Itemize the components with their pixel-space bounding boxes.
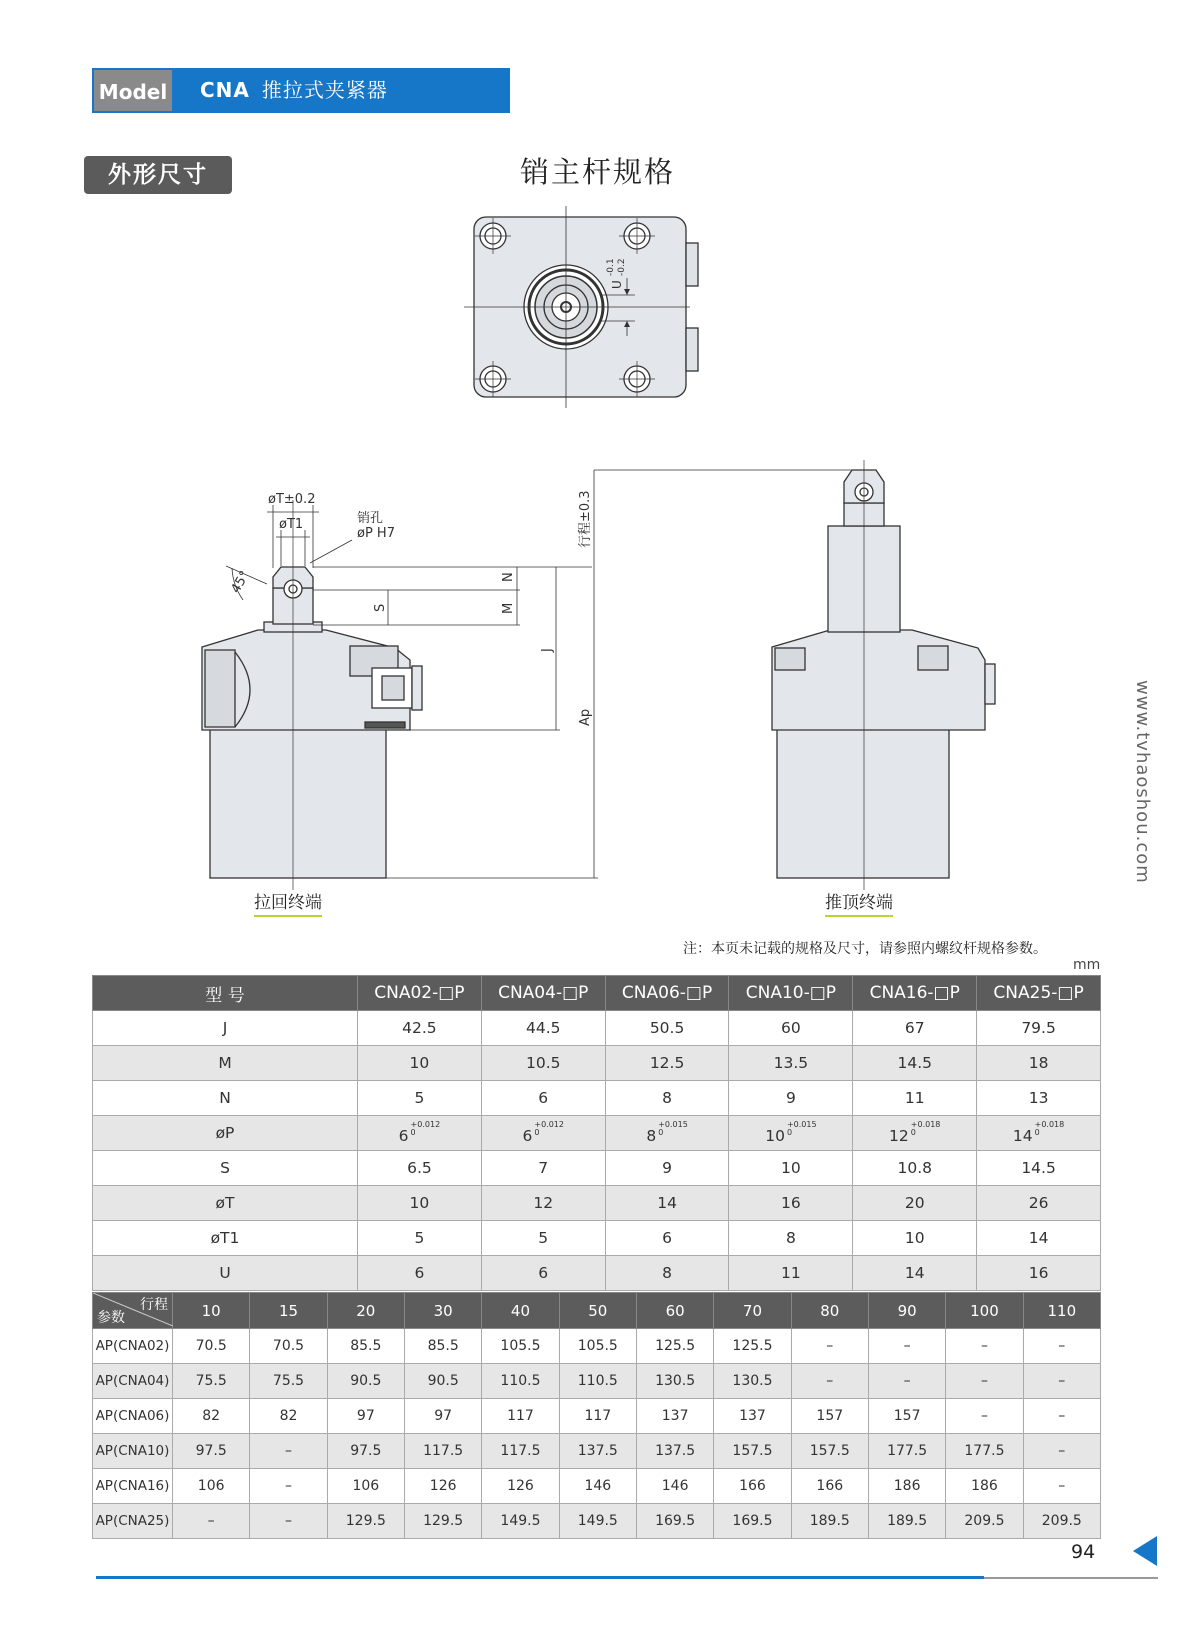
dim-u-tol-top: -0.1 <box>606 258 616 276</box>
stroke-cell: – <box>1023 1399 1100 1434</box>
stroke-cell: 169.5 <box>714 1504 791 1539</box>
stroke-cell: 97.5 <box>173 1434 250 1469</box>
stroke-row <box>93 1469 1101 1504</box>
spec-row <box>93 1221 1101 1256</box>
stroke-cell: 129.5 <box>404 1504 481 1539</box>
spec-value: 14 <box>904 1264 925 1282</box>
stroke-cell: – <box>1023 1434 1100 1469</box>
spec-value: 8 <box>646 1127 657 1145</box>
stroke-cell: – <box>868 1364 945 1399</box>
stroke-cell: 157.5 <box>791 1434 868 1469</box>
stroke-cell: – <box>1023 1469 1100 1504</box>
spec-cell <box>729 1081 853 1116</box>
spec-cell <box>853 1081 977 1116</box>
spec-cell <box>605 1151 729 1186</box>
stroke-cell: 90.5 <box>404 1364 481 1399</box>
stroke-cell: 125.5 <box>636 1329 713 1364</box>
stroke-cell: 75.5 <box>173 1364 250 1399</box>
spec-cell <box>977 1186 1101 1221</box>
stroke-body <box>93 1329 1101 1539</box>
spec-cell <box>481 1221 605 1256</box>
stroke-row <box>93 1399 1101 1434</box>
stroke-cell: 97 <box>404 1399 481 1434</box>
stroke-cell: 97.5 <box>327 1434 404 1469</box>
spec-value: 6 <box>538 1089 549 1107</box>
stroke-cell: 186 <box>946 1469 1023 1504</box>
spec-cell <box>358 1221 482 1256</box>
stroke-cell: 85.5 <box>327 1329 404 1364</box>
spec-value: 79.5 <box>1021 1019 1056 1037</box>
stroke-table <box>92 1292 1101 1539</box>
spec-value: 10 <box>765 1127 785 1145</box>
spec-cell <box>605 1081 729 1116</box>
spec-row <box>93 1116 1101 1151</box>
spec-row-label: øP <box>93 1116 358 1151</box>
tolerance-lower: 0 <box>910 1128 916 1137</box>
stroke-row <box>93 1504 1101 1539</box>
spec-cell <box>977 1221 1101 1256</box>
stroke-cell: 110.5 <box>482 1364 559 1399</box>
stroke-cell: 97 <box>327 1399 404 1434</box>
stroke-cell: 177.5 <box>946 1434 1023 1469</box>
spec-cell <box>358 1116 482 1151</box>
stroke-header: 10 <box>173 1293 250 1329</box>
page-number: 94 <box>1071 1541 1096 1563</box>
stroke-corner <box>93 1293 173 1329</box>
spec-body <box>93 1011 1101 1291</box>
spec-row-label: S <box>93 1151 358 1186</box>
stroke-row <box>93 1434 1101 1469</box>
spec-value: 14 <box>1028 1229 1049 1247</box>
dim-m-label: M <box>501 602 516 614</box>
tolerance <box>911 1121 941 1137</box>
stroke-cell: 105.5 <box>559 1329 636 1364</box>
spec-cell <box>729 1186 853 1221</box>
spec-value: 6 <box>662 1229 672 1247</box>
spec-cell <box>729 1151 853 1186</box>
stroke-cell: 137 <box>714 1399 791 1434</box>
model-header: CNA10-□P <box>729 976 853 1011</box>
stroke-cell: 137 <box>636 1399 713 1434</box>
spec-cell <box>853 1256 977 1291</box>
spec-value: 6.5 <box>407 1159 432 1177</box>
dim-u-label: U <box>610 280 624 289</box>
stroke-header: 15 <box>250 1293 327 1329</box>
tolerance-upper: +0.012 <box>410 1120 441 1129</box>
tolerance <box>787 1121 817 1137</box>
stroke-cell: 130.5 <box>636 1364 713 1399</box>
stroke-cell: – <box>946 1399 1023 1434</box>
spec-cell <box>853 1046 977 1081</box>
spec-cell <box>605 1046 729 1081</box>
tolerance <box>1035 1121 1065 1137</box>
spec-value: 60 <box>781 1019 801 1037</box>
caption-extended: 推顶终端 <box>825 888 893 917</box>
spec-cell <box>977 1046 1101 1081</box>
unit-label: mm <box>1073 957 1101 973</box>
section-tag: 外形尺寸 <box>84 156 232 194</box>
stroke-cell: – <box>946 1329 1023 1364</box>
spec-cell <box>358 1256 482 1291</box>
stroke-header: 50 <box>559 1293 636 1329</box>
spec-value: 6 <box>398 1127 409 1145</box>
product-name: 推拉式夹紧器 <box>261 78 388 102</box>
stroke-cell: 106 <box>173 1469 250 1504</box>
stroke-row-label: AP(CNA02) <box>93 1329 173 1364</box>
spec-row <box>93 1151 1101 1186</box>
stroke-row-label: AP(CNA25) <box>93 1504 173 1539</box>
spec-cell <box>481 1116 605 1151</box>
stroke-cell: 126 <box>404 1469 481 1504</box>
tolerance-lower: 0 <box>1034 1128 1040 1137</box>
spec-row <box>93 1046 1101 1081</box>
spec-value: 6 <box>522 1127 533 1145</box>
stroke-row <box>93 1364 1101 1399</box>
footer-rule <box>96 1576 984 1579</box>
stroke-cell: 189.5 <box>868 1504 945 1539</box>
tolerance-lower: 0 <box>658 1128 664 1137</box>
spec-value: 13 <box>1028 1089 1049 1107</box>
spec-row-label: N <box>93 1081 358 1116</box>
spec-cell <box>853 1151 977 1186</box>
figure-title: 销主杆规格 <box>520 155 676 189</box>
spec-row-label: øT1 <box>93 1221 358 1256</box>
stroke-cell: – <box>791 1364 868 1399</box>
spec-value: 42.5 <box>402 1019 437 1037</box>
stroke-row-label: AP(CNA10) <box>93 1434 173 1469</box>
stroke-cell: 85.5 <box>404 1329 481 1364</box>
spec-value: 5 <box>538 1229 549 1247</box>
stroke-cell: 146 <box>636 1469 713 1504</box>
spec-row <box>93 1011 1101 1046</box>
tolerance-upper: +0.015 <box>658 1120 688 1129</box>
spec-value: 18 <box>1028 1054 1049 1072</box>
stroke-cell: 186 <box>868 1469 945 1504</box>
spec-cell <box>977 1116 1101 1151</box>
stroke-header: 100 <box>946 1293 1023 1329</box>
stroke-header: 110 <box>1023 1293 1100 1329</box>
angle-label: 45° <box>228 568 253 596</box>
spec-value: 7 <box>538 1159 549 1177</box>
spec-cell <box>853 1186 977 1221</box>
spec-cell <box>605 1011 729 1046</box>
tolerance <box>658 1121 688 1137</box>
tolerance-lower: 0 <box>534 1128 540 1137</box>
stroke-cell: 70.5 <box>173 1329 250 1364</box>
spec-value: 12 <box>533 1194 554 1212</box>
stroke-cell: 129.5 <box>327 1504 404 1539</box>
spec-cell <box>977 1011 1101 1046</box>
stroke-cell: 117.5 <box>482 1434 559 1469</box>
stroke-row-label: AP(CNA04) <box>93 1364 173 1399</box>
spec-cell <box>977 1081 1101 1116</box>
spec-cell <box>729 1116 853 1151</box>
stroke-header: 70 <box>714 1293 791 1329</box>
pin-hole-label: 销孔 <box>357 511 384 526</box>
stroke-cell: 209.5 <box>1023 1504 1100 1539</box>
stroke-cell: 106 <box>327 1469 404 1504</box>
stroke-corner-bottom: 参数 <box>97 1310 125 1326</box>
stroke-header: 20 <box>327 1293 404 1329</box>
spec-value: 9 <box>662 1159 672 1177</box>
stroke-cell: 157 <box>791 1399 868 1434</box>
spec-cell <box>853 1116 977 1151</box>
spec-value: 8 <box>785 1229 796 1247</box>
spec-value: 10.5 <box>525 1054 561 1072</box>
model-header: CNA02-□P <box>358 976 482 1011</box>
stroke-cell: 157 <box>868 1399 945 1434</box>
tolerance <box>411 1121 441 1137</box>
spec-row-label: U <box>93 1256 358 1291</box>
stroke-header: 40 <box>482 1293 559 1329</box>
stroke-cell: 70.5 <box>250 1329 327 1364</box>
spec-row <box>93 1186 1101 1221</box>
stroke-cell: – <box>1023 1364 1100 1399</box>
stroke-cell: 169.5 <box>636 1504 713 1539</box>
spec-cell <box>481 1151 605 1186</box>
stroke-cell: 90.5 <box>327 1364 404 1399</box>
spec-value: 10 <box>781 1159 801 1177</box>
stroke-cell: – <box>173 1504 250 1539</box>
dim-j-label: J <box>540 648 555 652</box>
tolerance-lower: 0 <box>786 1128 793 1137</box>
spec-row-label: J <box>93 1011 358 1046</box>
spec-cell <box>481 1011 605 1046</box>
stroke-cell: – <box>250 1434 327 1469</box>
spec-cell <box>729 1221 853 1256</box>
spec-cell <box>481 1081 605 1116</box>
stroke-cell: 117 <box>482 1399 559 1434</box>
spec-value: 5 <box>414 1089 425 1107</box>
spec-cell <box>729 1256 853 1291</box>
spec-cell <box>605 1221 729 1256</box>
spec-value: 14.5 <box>897 1054 932 1072</box>
spec-value: 10 <box>409 1054 430 1072</box>
spec-row <box>93 1256 1101 1291</box>
model-header: CNA04-□P <box>481 976 605 1011</box>
spec-header-row <box>93 976 1101 1011</box>
stroke-header: 60 <box>636 1293 713 1329</box>
caption-retracted: 拉回终端 <box>254 888 322 917</box>
spec-cell <box>481 1186 605 1221</box>
stroke-cell: 157.5 <box>714 1434 791 1469</box>
dim-n-label: N <box>501 572 516 582</box>
stroke-header: 80 <box>791 1293 868 1329</box>
side-view-extended <box>772 460 995 890</box>
spec-cell <box>729 1046 853 1081</box>
stroke-cell: 105.5 <box>482 1329 559 1364</box>
model-label: Model <box>92 68 174 113</box>
stroke-cell: – <box>250 1504 327 1539</box>
spec-value: 8 <box>662 1089 672 1107</box>
stroke-cell: 189.5 <box>791 1504 868 1539</box>
model-header: CNA16-□P <box>853 976 977 1011</box>
stroke-row <box>93 1329 1101 1364</box>
stroke-cell: 146 <box>559 1469 636 1504</box>
stroke-cell: – <box>791 1329 868 1364</box>
spec-value: 13.5 <box>773 1054 809 1072</box>
spec-cell <box>358 1046 482 1081</box>
footer-rule-grey <box>984 1577 1158 1579</box>
spec-cell <box>853 1221 977 1256</box>
spec-corner: 型 号 <box>93 976 358 1011</box>
spec-value: 26 <box>1028 1194 1049 1212</box>
spec-cell <box>853 1011 977 1046</box>
stroke-cell: 166 <box>791 1469 868 1504</box>
page-arrow-icon <box>1133 1536 1157 1566</box>
dim-s-label: S <box>373 603 388 612</box>
side-view-retracted <box>202 500 422 890</box>
spec-value: 5 <box>414 1229 425 1247</box>
spec-value: 44.5 <box>525 1019 561 1037</box>
stroke-cell: 110.5 <box>559 1364 636 1399</box>
stroke-corner-top: 行程 <box>140 1297 168 1313</box>
stroke-row-label: AP(CNA06) <box>93 1399 173 1434</box>
stroke-cell: 117 <box>559 1399 636 1434</box>
spec-row-label: M <box>93 1046 358 1081</box>
model-header: CNA25-□P <box>977 976 1101 1011</box>
spec-value: 8 <box>662 1264 672 1282</box>
spec-value: 10.8 <box>897 1159 932 1177</box>
spec-cell <box>977 1151 1101 1186</box>
stroke-cell: – <box>250 1469 327 1504</box>
stroke-cell: 149.5 <box>482 1504 559 1539</box>
stroke-cell: 130.5 <box>714 1364 791 1399</box>
spec-cell <box>977 1256 1101 1291</box>
tolerance-lower: 0 <box>410 1128 416 1137</box>
pin-fit-label: øP H7 <box>357 526 395 541</box>
stroke-cell: – <box>868 1329 945 1364</box>
spec-cell <box>481 1256 605 1291</box>
stroke-cell: 117.5 <box>404 1434 481 1469</box>
dim-t1-label: øT1 <box>279 517 304 532</box>
stroke-cell: 166 <box>714 1469 791 1504</box>
spec-cell <box>729 1011 853 1046</box>
website-text: www.tvhaoshou.com <box>1132 680 1153 884</box>
spec-value: 20 <box>904 1194 925 1212</box>
spec-value: 10 <box>409 1194 430 1212</box>
stroke-cell: 137.5 <box>559 1434 636 1469</box>
stroke-cell: – <box>946 1364 1023 1399</box>
tolerance-upper: +0.012 <box>534 1120 564 1129</box>
footnote: 注：本页未记载的规格及尺寸，请参照内螺纹杆规格参数。 <box>683 941 1047 957</box>
spec-value: 14 <box>657 1194 677 1212</box>
spec-value: 16 <box>1028 1264 1049 1282</box>
spec-value: 50.5 <box>649 1019 685 1037</box>
spec-row <box>93 1081 1101 1116</box>
spec-value: 16 <box>781 1194 801 1212</box>
dim-ap-label: Ap <box>578 708 593 726</box>
tolerance-upper: +0.018 <box>1034 1120 1065 1129</box>
stroke-cell: 126 <box>482 1469 559 1504</box>
spec-cell <box>605 1256 729 1291</box>
stroke-cell: 75.5 <box>250 1364 327 1399</box>
stroke-header-row <box>93 1293 1101 1329</box>
spec-value: 14 <box>1012 1127 1033 1145</box>
top-view <box>464 206 698 408</box>
stroke-cell: 125.5 <box>714 1329 791 1364</box>
stroke-cell: 82 <box>173 1399 250 1434</box>
stroke-cell: 149.5 <box>559 1504 636 1539</box>
stroke-cell: 82 <box>250 1399 327 1434</box>
tolerance <box>534 1121 564 1137</box>
tolerance-upper: +0.018 <box>910 1120 941 1129</box>
stroke-row-label: AP(CNA16) <box>93 1469 173 1504</box>
stroke-cell: 209.5 <box>946 1504 1023 1539</box>
stroke-header: 30 <box>404 1293 481 1329</box>
dim-t-label: øT±0.2 <box>268 492 316 507</box>
spec-value: 11 <box>781 1264 801 1282</box>
spec-value: 12 <box>889 1127 909 1145</box>
dim-u-tol-bottom: -0.2 <box>617 258 627 276</box>
spec-value: 10 <box>904 1229 925 1247</box>
stroke-cell: – <box>1023 1329 1100 1364</box>
spec-value: 6 <box>538 1264 549 1282</box>
spec-value: 12.5 <box>649 1054 685 1072</box>
spec-value: 14.5 <box>1021 1159 1056 1177</box>
stroke-cell: 137.5 <box>636 1434 713 1469</box>
model-header: CNA06-□P <box>605 976 729 1011</box>
product-code: CNA <box>200 78 250 102</box>
spec-value: 6 <box>414 1264 425 1282</box>
spec-cell <box>358 1011 482 1046</box>
spec-cell <box>605 1186 729 1221</box>
spec-cell <box>358 1186 482 1221</box>
spec-cell <box>358 1081 482 1116</box>
spec-cell <box>605 1116 729 1151</box>
spec-value: 9 <box>785 1089 796 1107</box>
spec-cell <box>481 1046 605 1081</box>
spec-value: 67 <box>904 1019 925 1037</box>
spec-row-label: øT <box>93 1186 358 1221</box>
spec-table <box>92 975 1101 1291</box>
spec-value: 11 <box>904 1089 925 1107</box>
stroke-tol-label: 行程±0.3 <box>578 490 593 548</box>
tolerance-upper: +0.015 <box>786 1120 817 1129</box>
stroke-cell: 177.5 <box>868 1434 945 1469</box>
spec-cell <box>358 1151 482 1186</box>
stroke-header: 90 <box>868 1293 945 1329</box>
